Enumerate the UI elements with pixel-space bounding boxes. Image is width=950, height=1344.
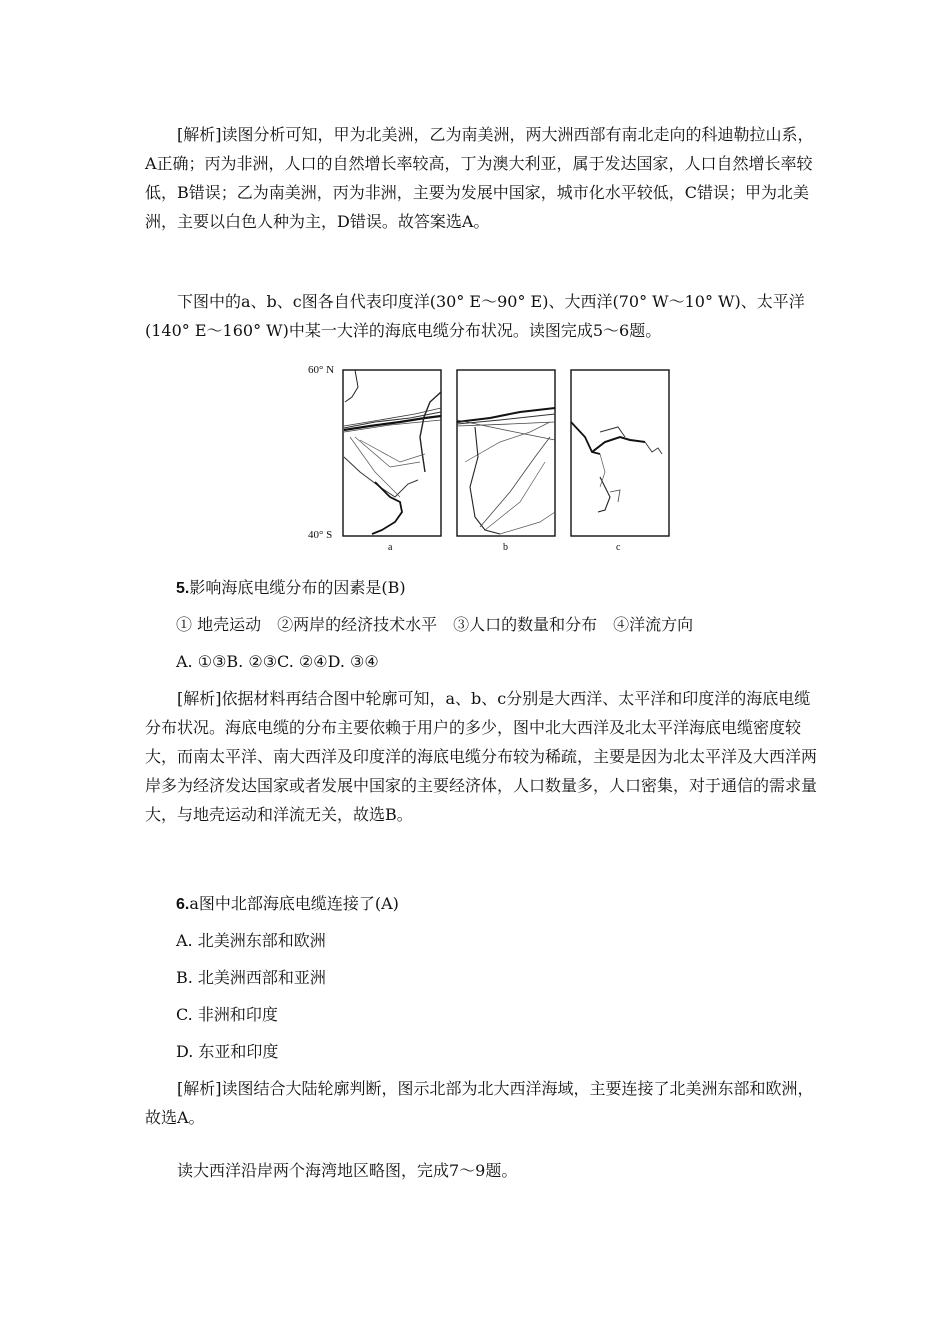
panel-label-b: b [503,542,508,553]
question-5-number: 5. [176,580,190,597]
question-6-option-a: A. 北美洲东部和欧洲 [176,931,326,950]
question-6-stem [176,892,399,917]
panel-label-c: c [616,542,621,553]
question-5-choices: A. ①③B. ②③C. ②④D. ③④ [176,652,379,671]
question-6-option-c: C. 非洲和印度 [176,1005,278,1024]
question-6-option-b: B. 北美洲西部和亚洲 [176,968,326,987]
question-6-option-d: D. 东亚和印度 [176,1042,279,1061]
cable-maps [300,362,690,562]
question-5-text: 影响海底电缆分布的因素是(B) [189,578,406,597]
closing-intro-paragraph: 读大西洋沿岸两个海湾地区略图，完成7～9题。 [177,1161,518,1180]
latitude-bottom-label: 40° S [308,529,333,541]
analysis-paragraph-1: [解析]读图分析可知，甲为北美洲，乙为南美洲，两大洲西部有南北走向的科迪勒拉山系，A正确；丙为非洲，人口的自然增长率较高，丁为澳大利亚，属于发达国家，人口自然增长率较低，B错误；乙为南美洲，丙为非洲，主要为发展中国家，城市化水平较低，C错误；甲为北美洲，主要以白色人种为主，D错误。故答案选A。 [145,125,814,231]
question-5-stem [176,576,406,601]
question-6-text: a图中北部海底电缆连接了(A) [189,894,399,913]
question-6-number: 6. [176,896,190,913]
panel-label-a: a [388,542,393,553]
question-5-analysis: [解析]依据材料再结合图中轮廓可知，a、b、c分别是大西洋、太平洋和印度洋的海底电缆分布状况。海底电缆的分布主要依赖于用户的多少，图中北大西洋及北太平洋海底电缆密度较大，而南太平洋、南大西洋及印度洋的海底电缆分布较为稀疏，主要是因为北太平洋及大西洋两岸多为经济发达国家或者发展中国家的主要经济体，人口数量多，人口密集，对于通信的需求量大，与地壳运动和洋流无关，故选B。 [145,689,818,824]
latitude-top-label: 60° N [308,364,335,376]
cable-map-figure [300,362,690,562]
map-panel-c [571,370,669,536]
question-5-options: ① 地壳运动 ②两岸的经济技术水平 ③人口的数量和分布 ④洋流方向 [176,615,694,634]
map-panel-a [343,370,441,536]
map-panel-b [457,370,555,536]
question-6-analysis: [解析]读图结合大陆轮廓判断，图示北部为北大西洋海域，主要连接了北美洲东部和欧洲，故选A。 [145,1079,814,1127]
figure-intro-paragraph: 下图中的a、b、c图各自代表印度洋(30° E～90° E)、大西洋(70° W～10° W)、太平洋(140° E～160° W)中某一大洋的海底电缆分布状况。读图完成5～6题。 [145,292,805,340]
